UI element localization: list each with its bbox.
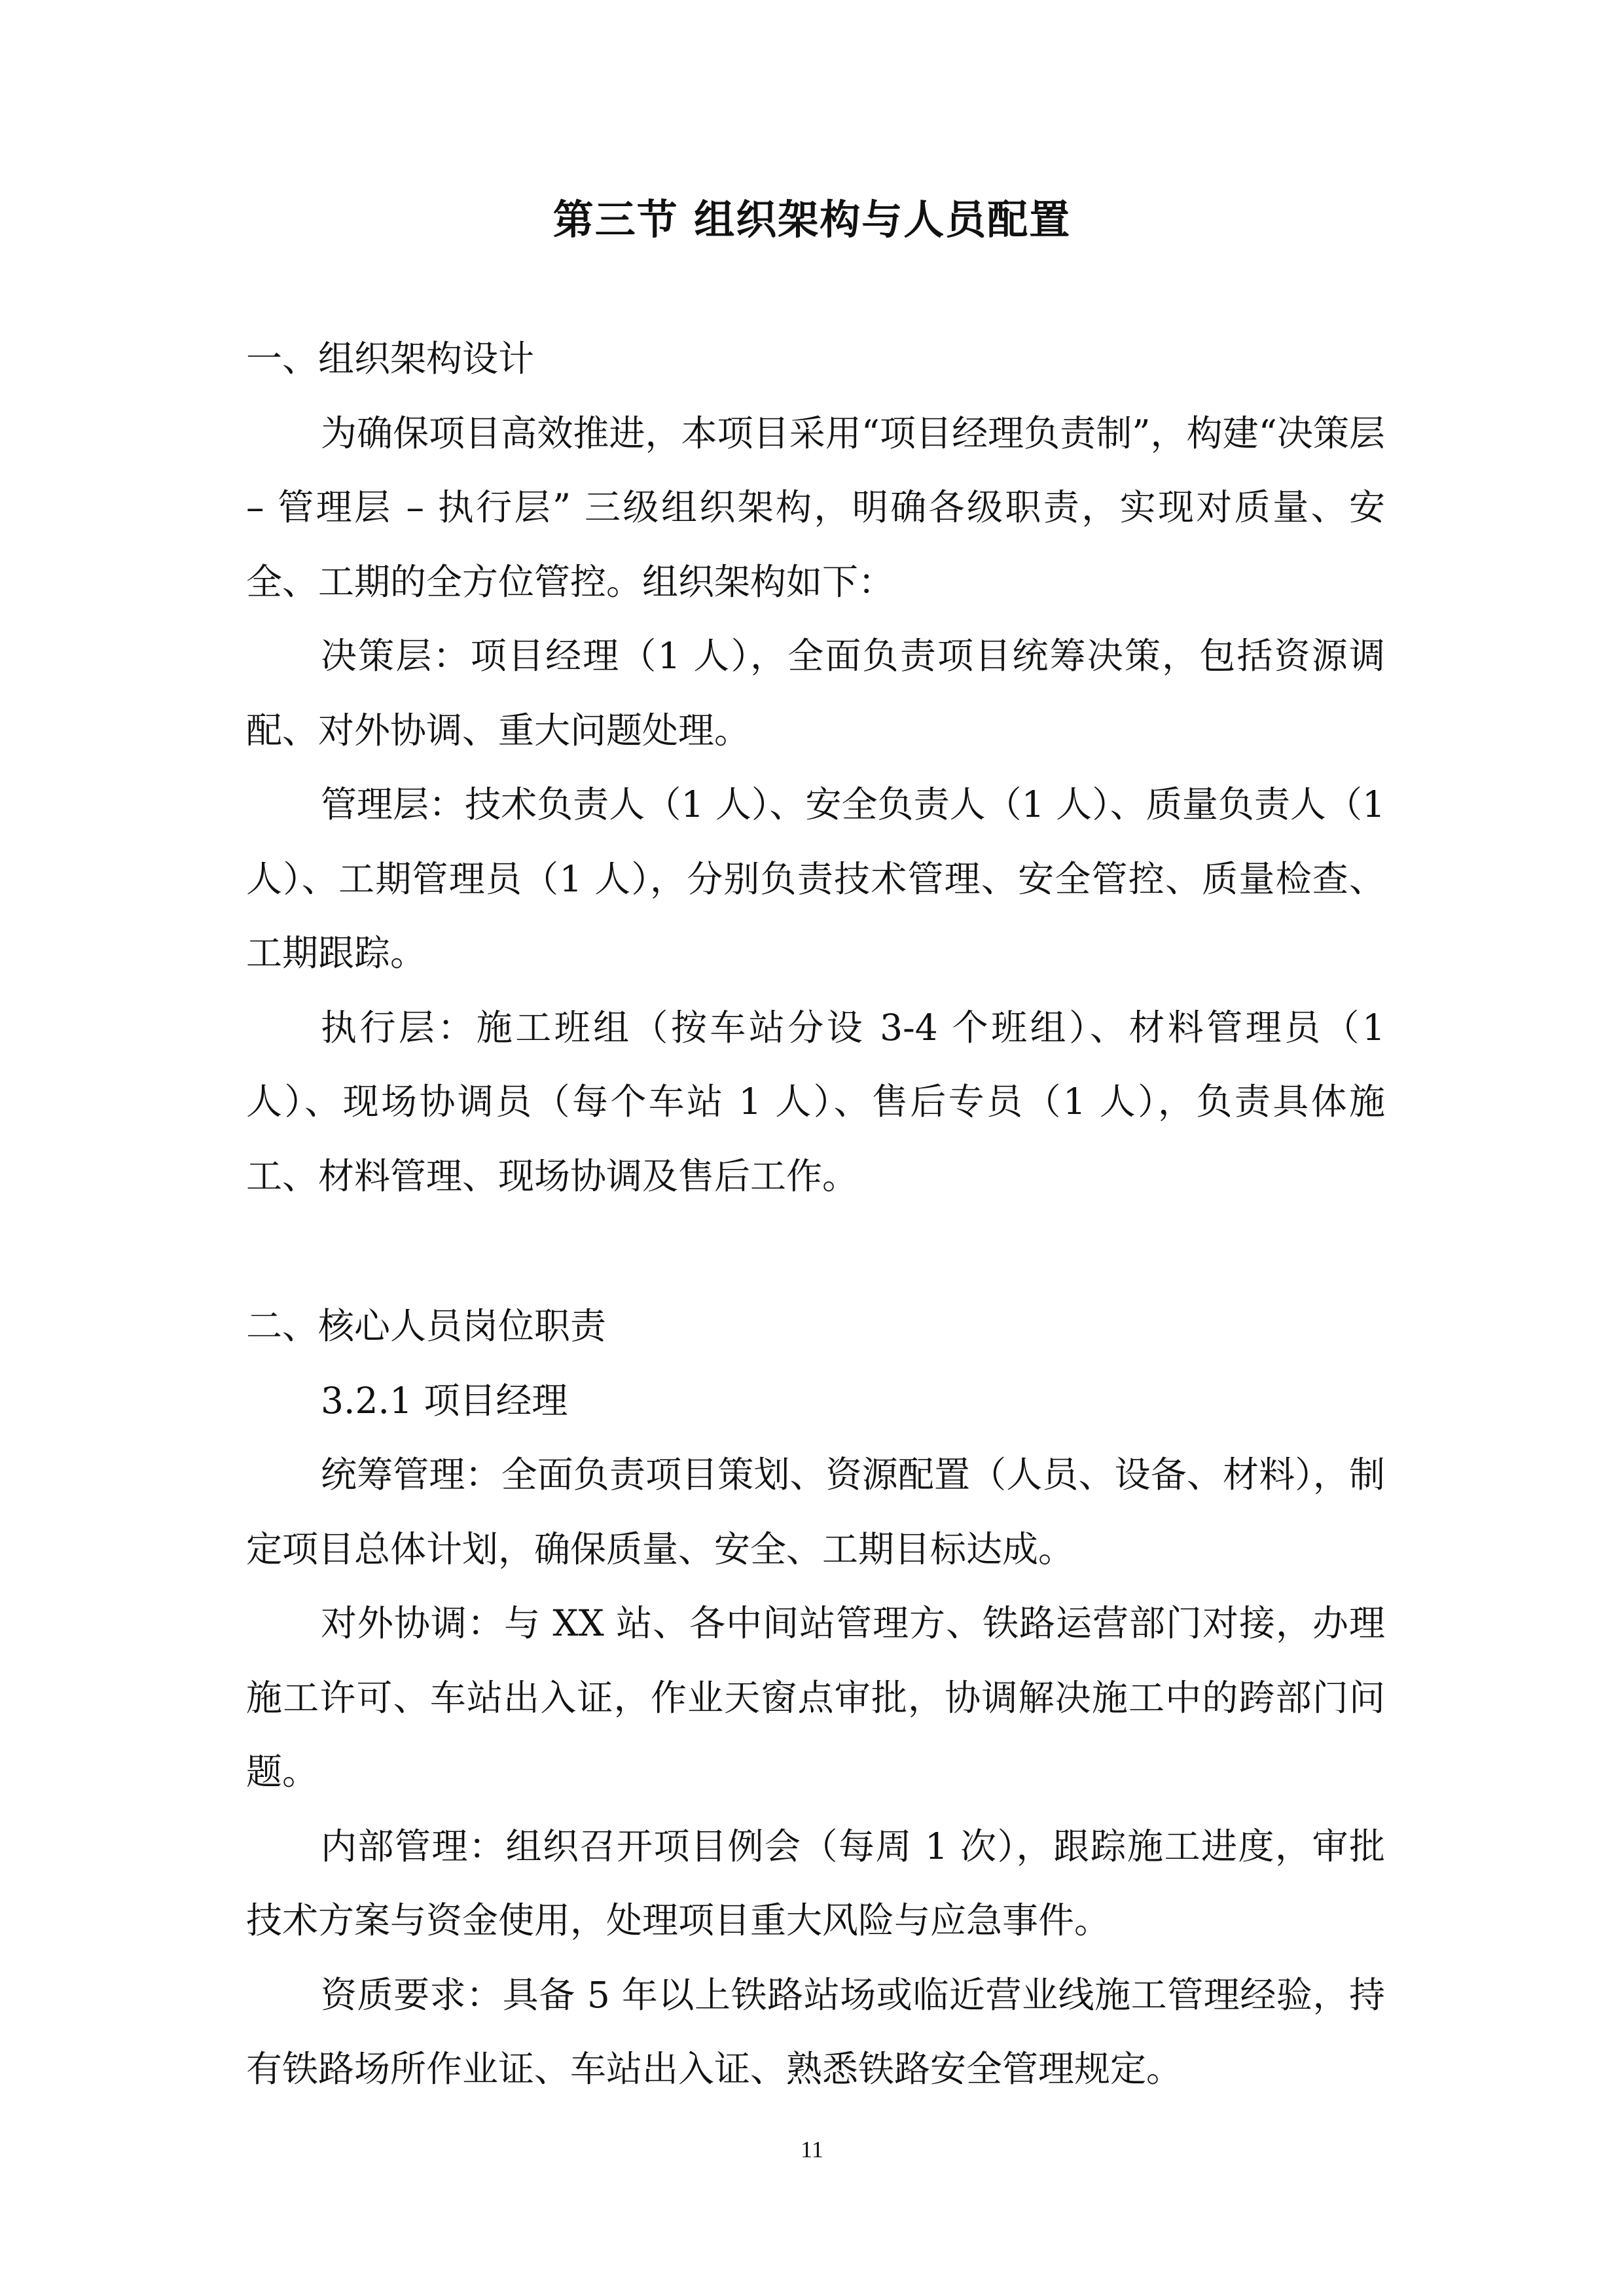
section-heading-responsibilities: 二、核心人员岗位职责 bbox=[246, 1305, 607, 1347]
paragraph-external-coordination: 对外协调：与 XX 站、各中间站管理方、铁路运营部门对接，办理施工许可、车站出入证，作业天窗点审批，协调解决施工中的跨部门问题。 bbox=[246, 1602, 1385, 1793]
paragraph-internal-management: 内部管理：组织召开项目例会（每周 1 次），跟踪施工进度，审批技术方案与资金使用，处理项目重大风险与应急事件。 bbox=[246, 1825, 1385, 1941]
paragraph-overall-management: 统筹管理：全面负责项目策划、资源配置（人员、设备、材料），制定项目总体计划，确保质量、安全、工期目标达成。 bbox=[246, 1454, 1385, 1570]
page-number: 11 bbox=[801, 2136, 823, 2162]
page-title: 第三节 组织架构与人员配置 bbox=[552, 196, 1072, 243]
subsection-heading-project-manager: 3.2.1 项目经理 bbox=[321, 1379, 568, 1422]
paragraph-qualification-requirements: 资质要求：具备 5 年以上铁路站场或临近营业线施工管理经验，持有铁路场所作业证、车站出入证、熟悉铁路安全管理规定。 bbox=[246, 1973, 1385, 2090]
paragraph-management-layer: 管理层：技术负责人（1 人）、安全负责人（1 人）、质量负责人（1 人）、工期管理员（1 人），分别负责技术管理、安全管控、质量检查、工期跟踪。 bbox=[246, 783, 1385, 974]
document-body bbox=[246, 322, 1385, 2107]
paragraph-decision-layer: 决策层：项目经理（1 人），全面负责项目统筹决策，包括资源调配、对外协调、重大问题处理。 bbox=[246, 635, 1385, 751]
section-heading-organization: 一、组织架构设计 bbox=[246, 338, 535, 380]
paragraph-execution-layer: 执行层：施工班组（按车站分设 3-4 个班组）、材料管理员（1 人）、现场协调员（每个车站 1 人）、售后专员（1 人），负责具体施工、材料管理、现场协调及售后工作。 bbox=[246, 1006, 1385, 1197]
paragraph-structure-intro: 为确保项目高效推进，本项目采用“项目经理负责制”，构建“决策层 – 管理层 – 执行层” 三级组织架构，明确各级职责，实现对质量、安全、工期的全方位管控。组织架构如下： bbox=[246, 412, 1385, 603]
